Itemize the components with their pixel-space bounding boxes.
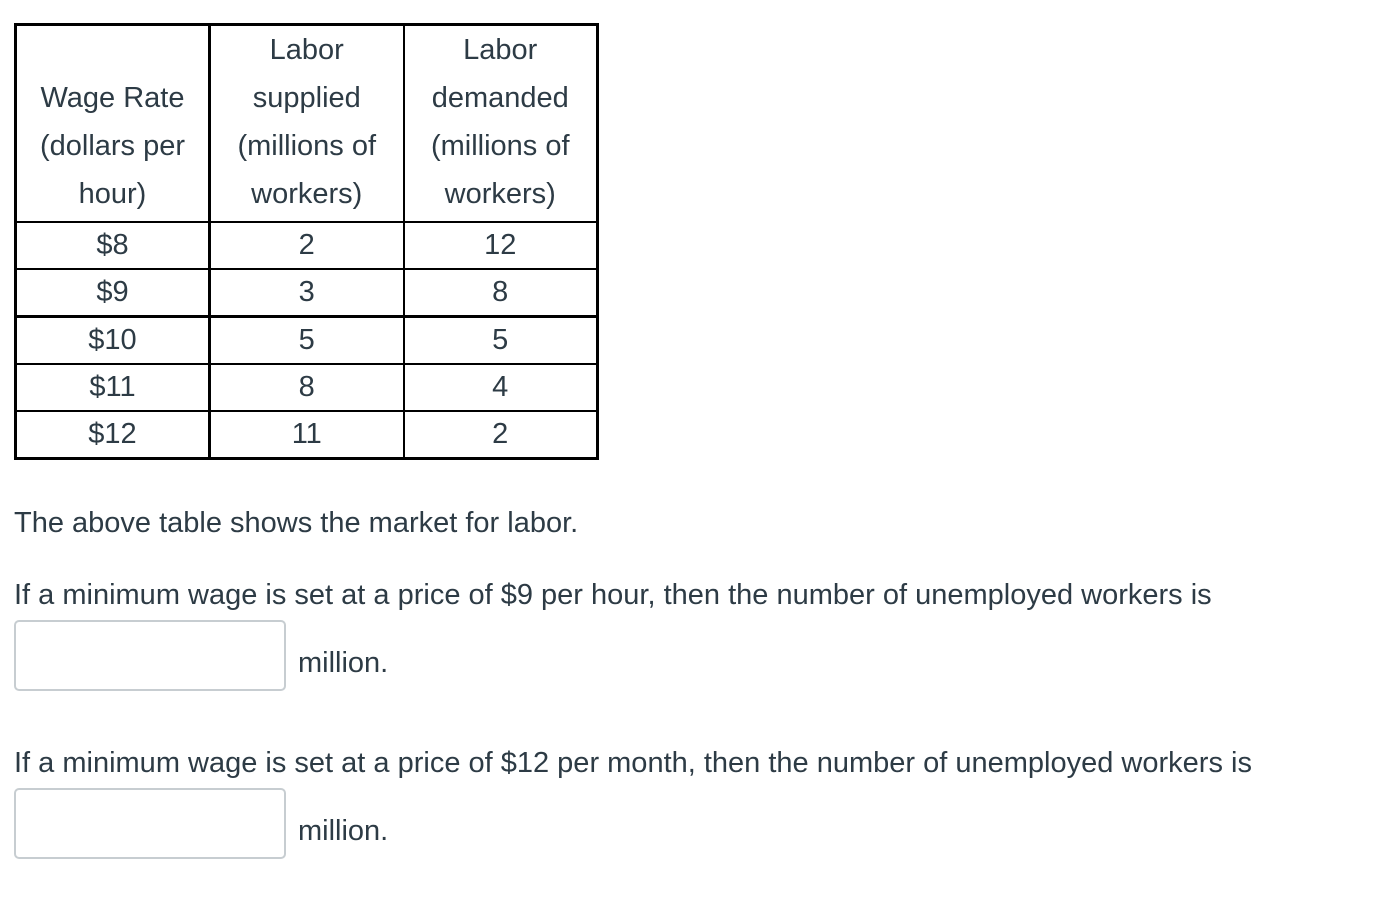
supplied-cell: 11	[210, 411, 404, 459]
table-caption: The above table shows the market for labor.	[14, 507, 579, 539]
labor-market-table	[14, 23, 599, 460]
table-row	[16, 269, 598, 317]
header-labor-demanded	[404, 25, 598, 223]
demanded-cell: 4	[404, 364, 598, 411]
supplied-cell: 2	[210, 222, 404, 269]
question-2-text: If a minimum wage is set at a price of $12 per month, then the number of unemployed workers is	[14, 747, 1252, 779]
question-2-unit: million.	[298, 815, 389, 847]
question-2-answer-input[interactable]	[14, 788, 286, 859]
supplied-cell: 8	[210, 364, 404, 411]
demanded-cell: 5	[404, 317, 598, 365]
table-header-row	[16, 25, 598, 223]
header-line: workers)	[444, 178, 556, 210]
header-line: (millions of	[430, 130, 570, 162]
question-1-unit: million.	[298, 647, 389, 679]
header-line: supplied	[252, 82, 361, 114]
wage-cell: $12	[16, 411, 210, 459]
demanded-cell: 12	[404, 222, 598, 269]
demanded-cell: 2	[404, 411, 598, 459]
header-line: workers)	[251, 178, 363, 210]
header-line: (millions of	[237, 130, 377, 162]
supplied-cell: 5	[210, 317, 404, 365]
table-row	[16, 317, 598, 365]
header-line: hour)	[78, 178, 147, 210]
wage-cell: $10	[16, 317, 210, 365]
header-line: Labor	[463, 34, 538, 66]
wage-cell: $9	[16, 269, 210, 317]
wage-cell: $11	[16, 364, 210, 411]
question-1-answer-input[interactable]	[14, 620, 286, 691]
wage-cell: $8	[16, 222, 210, 269]
header-line: demanded	[431, 82, 569, 114]
header-labor-supplied	[210, 25, 404, 223]
header-line: Wage Rate	[40, 82, 185, 114]
table-row	[16, 411, 598, 459]
question-1-text: If a minimum wage is set at a price of $9 per hour, then the number of unemployed workers is	[14, 579, 1212, 611]
header-wage-rate	[16, 25, 210, 223]
header-line: Labor	[269, 34, 344, 66]
table-row	[16, 364, 598, 411]
header-line: (dollars per	[39, 130, 186, 162]
table-row	[16, 222, 598, 269]
supplied-cell: 3	[210, 269, 404, 317]
demanded-cell: 8	[404, 269, 598, 317]
